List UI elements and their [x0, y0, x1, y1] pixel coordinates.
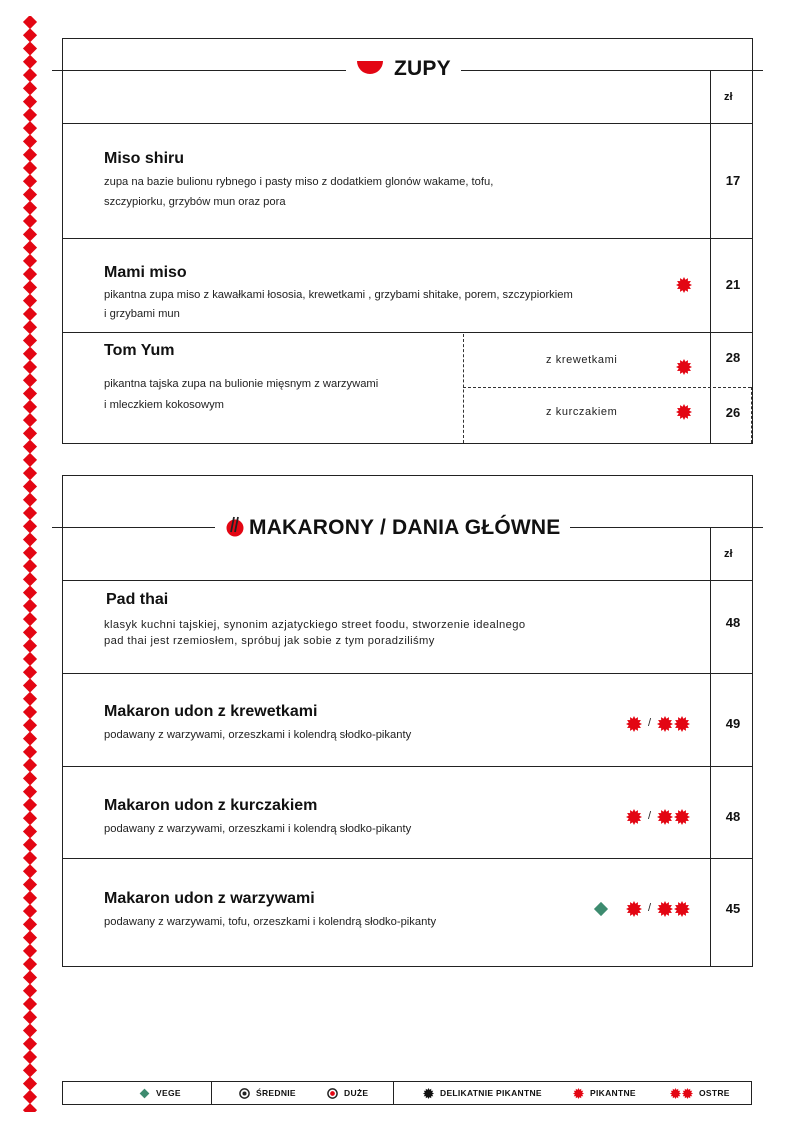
- diamond-decoration: [23, 386, 37, 400]
- dish-description: [104, 617, 704, 649]
- dish-description-line: i mleczkiem kokosowym: [104, 399, 224, 411]
- dish-price: 48: [725, 615, 741, 630]
- dish-name: Makaron udon z kurczakiem: [104, 797, 318, 814]
- diamond-decoration: [23, 519, 37, 533]
- diamond-decoration: [23, 718, 37, 732]
- diamond-decoration: [23, 95, 37, 109]
- dish-description: podawany z warzywami, orzeszkami i kolendrą słodko-pikanty: [104, 729, 412, 741]
- legend-label: DELIKATNIE PIKANTNE: [440, 1088, 542, 1098]
- diamond-decoration: [23, 479, 37, 493]
- diamond-decoration: [23, 957, 37, 971]
- spicy-icon: [573, 1088, 584, 1099]
- diamond-decoration: [23, 41, 37, 55]
- diamond-decoration: [23, 201, 37, 215]
- diamond-decoration: [23, 294, 37, 308]
- diamond-decoration: [23, 665, 37, 679]
- diamond-decoration: [23, 771, 37, 785]
- diamond-decoration: [23, 267, 37, 281]
- diamond-decoration: [23, 400, 37, 414]
- spicy-icon: [676, 277, 692, 293]
- diamond-decoration: [23, 705, 37, 719]
- diamond-decoration: [23, 785, 37, 799]
- mildly-spicy-icon: [626, 901, 642, 917]
- mildly-spicy-icon: [626, 809, 642, 825]
- legend-item-spicy: [573, 1082, 636, 1104]
- diamond-decoration: [23, 970, 37, 984]
- diamond-decoration: [23, 798, 37, 812]
- diamond-decoration: [23, 1050, 37, 1064]
- hot-icon: [682, 1088, 693, 1099]
- dish-description: [104, 374, 454, 416]
- spice-separator: /: [648, 902, 652, 914]
- dish-description: podawany z warzywami, tofu, orzeszkami i kolendrą słodko-pikanty: [104, 916, 437, 928]
- row-divider: [62, 580, 753, 581]
- diamond-decoration: [23, 148, 37, 162]
- diamond-decoration: [23, 466, 37, 480]
- diamond-decoration: [23, 214, 37, 228]
- diamond-decoration: [23, 241, 37, 255]
- diamond-decoration: [23, 1063, 37, 1077]
- currency-label: zł: [724, 91, 733, 103]
- dish-description-line: pikantna tajska zupa na bulionie mięsnym z warzywami: [104, 378, 379, 390]
- diamond-decoration: [23, 891, 37, 905]
- diamond-decoration: [23, 1037, 37, 1051]
- dish-description-line: pad thai jest rzemiosłem, spróbuj jak sobie z tym poradziliśmy: [104, 635, 435, 647]
- diamond-decoration: [23, 984, 37, 998]
- diamond-decoration: [23, 320, 37, 334]
- hot-icon: [674, 809, 690, 825]
- diamond-decoration: [23, 904, 37, 918]
- medium-size-icon: [239, 1088, 250, 1099]
- diamond-decoration: [23, 187, 37, 201]
- variant-price: 28: [725, 350, 741, 365]
- diamond-decoration: [23, 1077, 37, 1091]
- legend-item-hot: [670, 1082, 730, 1104]
- noodles-title-part2: DANIA GŁÓWNE: [392, 516, 561, 539]
- diamond-decoration: [23, 559, 37, 573]
- legend-item-large: [327, 1082, 368, 1104]
- spice-separator: /: [648, 717, 652, 729]
- variant-divider: [463, 387, 751, 388]
- price-column-divider: [710, 527, 711, 966]
- legend-label: VEGE: [156, 1088, 181, 1098]
- diamond-decoration: [23, 28, 37, 42]
- diamond-decoration: [23, 161, 37, 175]
- diamond-decoration: [23, 227, 37, 241]
- bowl-icon: [356, 60, 384, 76]
- diamond-decoration: [23, 864, 37, 878]
- dish-description-line: zupa na bazie bulionu rybnego i pasty miso z dodatkiem glonów wakame, tofu,: [104, 176, 494, 188]
- diamond-decoration: [23, 360, 37, 374]
- diamond-decoration: [23, 838, 37, 852]
- diamond-decoration: [23, 931, 37, 945]
- diamond-decoration: [23, 732, 37, 746]
- dish-description-line: i grzybami mun: [104, 308, 180, 320]
- diamond-decoration: [23, 944, 37, 958]
- diamond-decoration: [23, 824, 37, 838]
- variant-divider: [463, 334, 464, 443]
- diamond-decoration: [23, 652, 37, 666]
- vege-icon: [139, 1088, 150, 1099]
- diamond-decoration: [23, 745, 37, 759]
- noodles-title: [215, 515, 570, 540]
- legend-divider: [393, 1082, 394, 1104]
- diamond-decoration: [23, 586, 37, 600]
- legend-bar: [62, 1081, 752, 1105]
- diamond-decoration: [23, 373, 37, 387]
- diamond-decoration: [23, 68, 37, 82]
- row-divider: [62, 766, 753, 767]
- diamond-decoration: [23, 506, 37, 520]
- diamond-decoration: [23, 546, 37, 560]
- dish-price: 48: [725, 809, 741, 824]
- dish-name: Makaron udon z warzywami: [104, 890, 315, 907]
- diamond-decoration: [23, 333, 37, 347]
- diamond-decoration: [23, 347, 37, 361]
- diamond-decoration: [23, 678, 37, 692]
- noodles-title-separator: /: [379, 516, 386, 539]
- diamond-decoration: [23, 572, 37, 586]
- dish-description: [104, 172, 704, 212]
- row-divider: [62, 858, 753, 859]
- legend-label: ŚREDNIE: [256, 1088, 296, 1098]
- vege-icon: [593, 901, 609, 917]
- legend-item-mildly-spicy: [423, 1082, 542, 1104]
- dish-price: 49: [725, 716, 741, 731]
- legend-label: PIKANTNE: [590, 1088, 636, 1098]
- dish-description-line: szczypiorku, grzybów mun oraz pora: [104, 196, 286, 208]
- spice-separator: /: [648, 810, 652, 822]
- soups-title: [346, 57, 461, 81]
- diamond-decoration: [23, 121, 37, 135]
- dish-name: Pad thai: [106, 591, 169, 608]
- dish-description-line: pikantna zupa miso z kawałkami łososia, krewetkami , grzybami shitake, porem, szczypiorkiem: [104, 289, 573, 301]
- legend-item-vege: [139, 1082, 181, 1104]
- dish-description-line: klasyk kuchni tajskiej, synonim azjatyckiego street foodu, stworzenie idealnego: [104, 619, 526, 631]
- diamond-decoration: [23, 1103, 37, 1112]
- diamond-decoration: [23, 307, 37, 321]
- diamond-decoration: [23, 134, 37, 148]
- diamond-decoration: [23, 453, 37, 467]
- diamond-decoration: [23, 1090, 37, 1104]
- dish-name: Makaron udon z krewetkami: [104, 703, 318, 720]
- diamond-decoration: [23, 811, 37, 825]
- legend-divider: [211, 1082, 212, 1104]
- large-size-icon: [327, 1088, 338, 1099]
- diamond-decoration: [23, 16, 37, 29]
- legend-item-medium: [239, 1082, 296, 1104]
- diamond-decoration: [23, 599, 37, 613]
- noodles-title-part1: MAKARONY: [249, 516, 374, 539]
- diamond-decoration: [23, 532, 37, 546]
- currency-label: zł: [724, 548, 733, 560]
- diamond-decoration: [23, 612, 37, 626]
- diamond-decoration: [23, 1010, 37, 1024]
- diamond-decoration: [23, 493, 37, 507]
- diamond-decoration: [23, 917, 37, 931]
- variant-price: 26: [725, 405, 741, 420]
- variant-label: z krewetkami: [546, 354, 618, 366]
- hot-icon: [674, 901, 690, 917]
- diamond-decoration: [23, 280, 37, 294]
- diamond-decoration: [23, 81, 37, 95]
- row-divider: [62, 673, 753, 674]
- diamond-border-decoration: [22, 16, 38, 1112]
- hot-icon: [674, 716, 690, 732]
- diamond-decoration: [23, 639, 37, 653]
- spicy-icon: [676, 359, 692, 375]
- diamond-decoration: [23, 692, 37, 706]
- hot-icon: [657, 716, 673, 732]
- legend-label: DUŻE: [344, 1088, 369, 1098]
- dish-description: [104, 286, 704, 324]
- hot-icon: [670, 1088, 681, 1099]
- diamond-decoration: [23, 851, 37, 865]
- diamond-decoration: [23, 426, 37, 440]
- dish-name: Miso shiru: [104, 150, 185, 167]
- noodle-bowl-icon: [225, 515, 245, 537]
- dish-price: 17: [725, 173, 741, 188]
- dish-price: 21: [725, 277, 741, 292]
- diamond-decoration: [23, 758, 37, 772]
- variant-label: z kurczakiem: [546, 406, 618, 418]
- hot-icon: [657, 901, 673, 917]
- row-divider: [62, 238, 753, 239]
- soups-title-text: ZUPY: [394, 57, 451, 80]
- diamond-decoration: [23, 877, 37, 891]
- diamond-decoration: [23, 997, 37, 1011]
- mildly-spicy-icon: [626, 716, 642, 732]
- diamond-decoration: [23, 55, 37, 69]
- spicy-icon: [676, 404, 692, 420]
- dish-description: podawany z warzywami, orzeszkami i kolendrą słodko-pikanty: [104, 823, 412, 835]
- hot-icon: [657, 809, 673, 825]
- diamond-decoration: [23, 413, 37, 427]
- diamond-decoration: [23, 1023, 37, 1037]
- dish-price: 45: [725, 901, 741, 916]
- diamond-decoration: [23, 174, 37, 188]
- mildly-spicy-icon: [423, 1088, 434, 1099]
- diamond-decoration: [23, 254, 37, 268]
- row-divider: [62, 123, 753, 124]
- dish-name: Tom Yum: [104, 342, 175, 359]
- legend-label: OSTRE: [699, 1088, 730, 1098]
- diamond-decoration: [23, 440, 37, 454]
- dish-name: Mami miso: [104, 264, 187, 281]
- diamond-decoration: [23, 625, 37, 639]
- row-divider: [62, 332, 753, 333]
- diamond-decoration: [23, 108, 37, 122]
